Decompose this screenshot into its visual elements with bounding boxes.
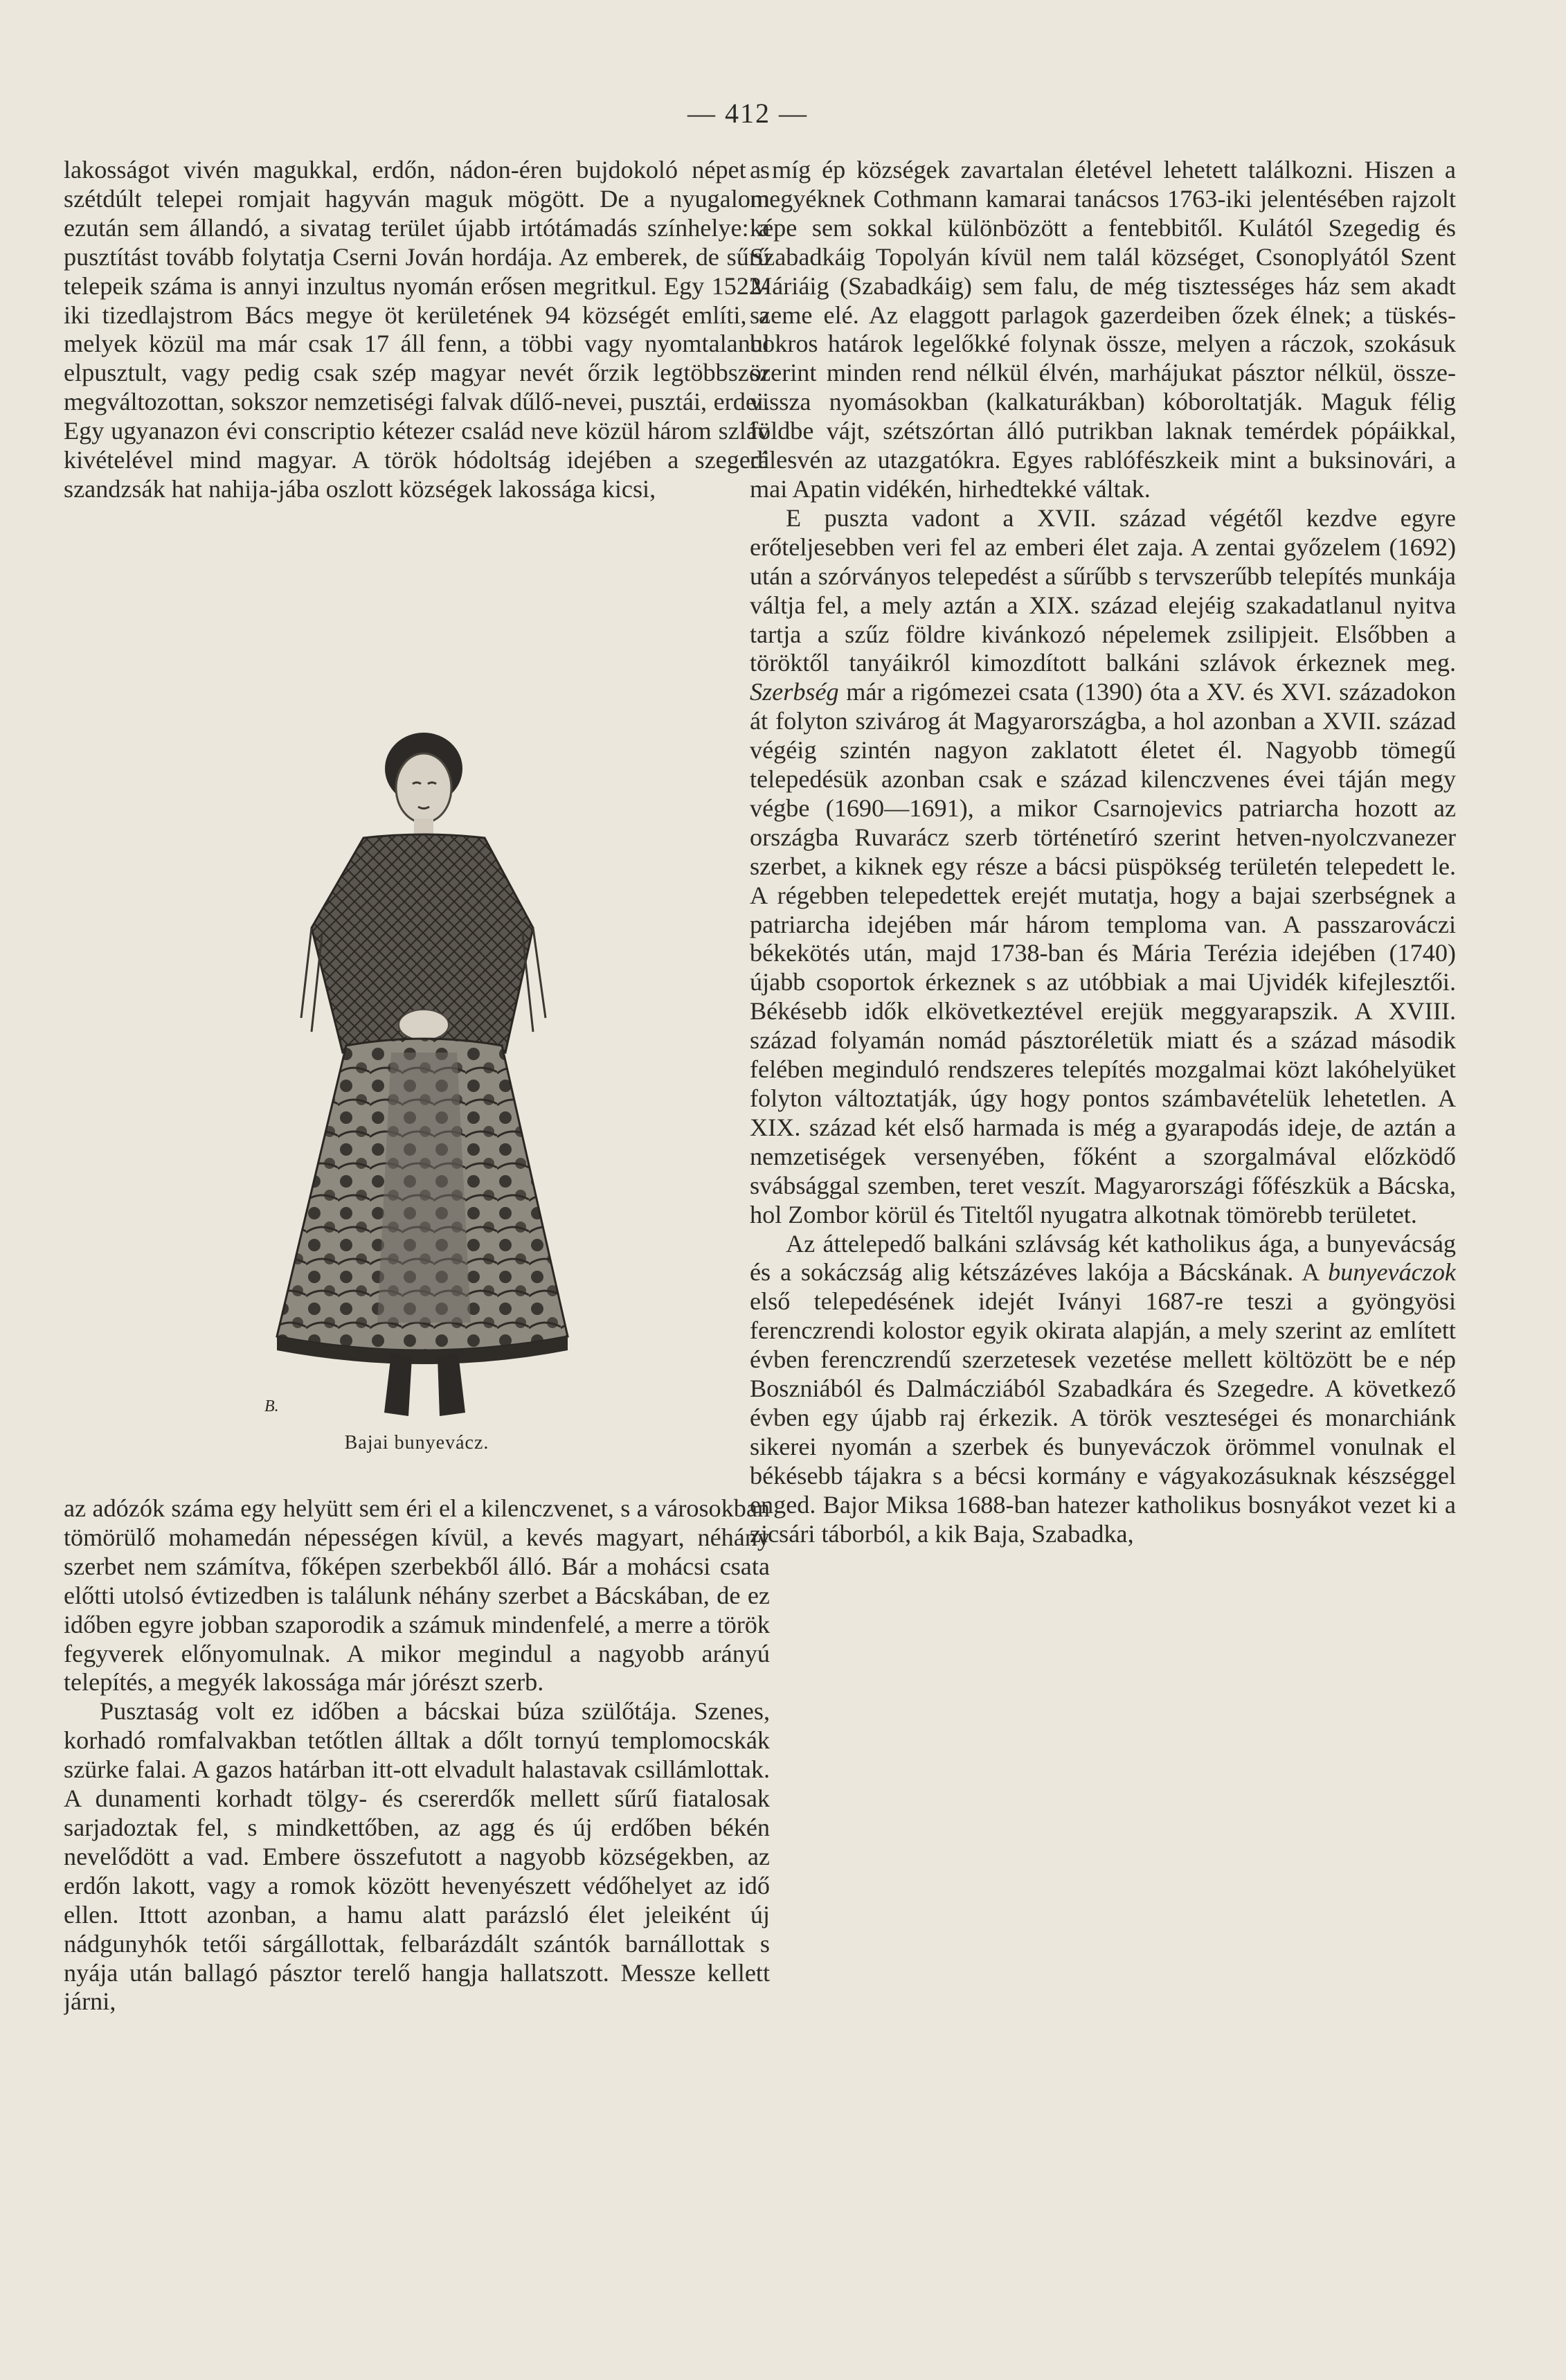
- illustration-bunyevac-woman: [242, 727, 602, 1426]
- page-number: — 412 —: [687, 98, 808, 129]
- left-column-top: [64, 156, 770, 689]
- illustration-caption: Bajai bunyevácz.: [344, 1432, 489, 1453]
- paragraph: Pusztaság volt ez időben a bácskai búza szülőtája. Szenes, korhadó romfalvakban tetőtlen álltak a dőlt tornyú templomocskák szürke falai. A gazos határban itt-ott elvadult halastavak csillámlottak. A dunamenti korhadt tölgy- és csererdők mellett sűrű fiatalosak sarjadoztak fel, s mindkettőben, az agg és új erdőben békén nevelődött a vad. Embere összefutott a nagyobb községekben, az erdőn lakott, vagy a romok között hevenyészett védőhelyet az idő ellen. Ittott azonban, a hamu alatt parázsló élet jeleiként új nádgunyhók tetői sárgállottak, felbarázdált szántók barnállottak s nyája után ballagó pásztor terelő hangja hallatszott. Messze kellett járni,: [64, 1697, 770, 2016]
- paragraph: az adózók száma egy helyütt sem éri el a kilenczvenet, s a városokban tömörülő mohamedán népességen kívül, a kevés magyart, néhány szerbet nem számítva, főképen szerbekből álló. Bár a mohácsi csata előtti utolsó évtizedben is találunk néhány szerbet a Bácskában, de ez időben egyre jobban szaporodik a számuk mindenfelé, a merre a török fegyverek előnyomulnak. A mikor megindul a nagyobb arányú telepítés, a megyék lakossága már jórészt szerb.: [64, 1494, 770, 1697]
- right-column: [750, 156, 1456, 2302]
- left-column-bottom: [64, 1494, 770, 2277]
- woman-figure-drawing: [242, 727, 602, 1426]
- paragraph: E puszta vadont a XVII. század végétől kezdve egyre erőteljesebben veri fel az emberi élet zaja. A zentai győzelem (1692) után a szórványos telepedést a sűrűbb s tervszerűbb telepítés munkája váltja fel, a mely aztán a XIX. század elejéig szakadatlanul nyitva tartja a szűz földre kivánkozó népelemek zsilipjeit. Elsőbben a töröktől tanyáikról kimozdított balkáni szlávok érkeznek meg. Szerbség már a rigómezei csata (1390) óta a XV. és XVI. századokon át folyton szivárog át Magyarországba, a hol azonban a XVII. század végéig szintén nagyon zaklatott életet él. Nagyobb tömegű telepedésük azonban csak e század kilenczvenes évei táján megy végbe (1690—1691), a mikor Csarnojevics patriarcha hozott az országba Ruvarácz szerb történetíró szerint hetven-nyolczvanezer szerbet, a kiknek egy része a bácsi püspökség területén telepedett le. A régebben telepedettek erejét mutatja, hogy a bajai szerbségnek a patriarcha idejében már három temploma van. A passzarováczi békekötés után, majd 1738-ban és Mária Terézia idejében (1740) újabb csoportok érkeznek s az utóbbiak a mai Ujvidék kifejlesztői. Békésebb idők elkövetkeztével erejük meggyarapszik. A XVIII. század folyamán nomád pásztoréletük miatt és a század második felében meginduló rendszeres telepítés mozgalmai közt lakóhelyüket folyton változtatják, úgy hogy pontos számbavételük lehetetlen. A XIX. század két első harmada is még a gyarapodás ideje, de aztán a nemzetiségek versenyében, főként a szorgalmával előzködő svábsággal szemben, teret veszít. Magyarországi főfészkük a Bácska, hol Zombor körül és Titeltől nyugatra alkotnak tömörebb területet.: [750, 503, 1456, 1228]
- italic-term: bunyeváczok: [1328, 1258, 1456, 1287]
- paragraph: lakosságot vivén magukkal, erdőn, nádon-éren bujdokoló népet s szétdúlt telepei romjait hagyván maguk mögött. De a nyugalom ezután sem állandó, a sivatag terület újabb irtótámadás színhelye: a pusztítást tovább folytatja Cserni Jován hordája. Az emberek, de sűrű telepeik száma is annyi inzultus nyomán erősen megritkul. Egy 1522-iki tizedlajstrom Bács megye öt kerületének 94 községét említi, a melyek közül ma már csak 17 áll fenn, a többi vagy nyomtalanul elpusztult, vagy pedig csak szép magyar nevét őrzik legtöbbször megváltozottan, sokszor nemzetiségi falvak dűlő-nevei, pusztái, erdei. Egy ugyanazon évi conscriptio kétezer család neve közül három szláv kivételével mind magyar. A török hódoltság idejében a szegedi szandzsák hat nahija-jába oszlott községek lakossága kicsi,: [64, 156, 770, 503]
- artist-signature: B.: [264, 1397, 279, 1415]
- paragraph: Az áttelepedő balkáni szlávság két katholikus ága, a bunyevácság és a sokáczság alig kétszázéves lakója a Bácskának. A bunyeváczok első telepedésének idejét Iványi 1687-re teszi a gyöngyösi ferenczrendi kolostor egyik okirata alapján, a mely szerint az említett évben ferenczrendű szerzetesek vezetése mellett költözött be e nép Boszniából és Dalmácziából Szabadkára és Szegedre. A következő évben egy újabb raj érkezik. A török veszteségei és monarchiánk sikerei nyomán a szerbek és bunyeváczok örömmel vonulnak el békésebb tájakra s a bécsi kormány e vágyakozásuknak készséggel enged. Bajor Miksa 1688-ban hatezer katholikus bosnyákot vezet ki a zicsári táborból, a kik Baja, Szabadka,: [750, 1229, 1456, 1548]
- paragraph: a míg ép községek zavartalan életével lehetett találkozni. Hiszen a megyéknek Cothmann kamarai tanácsos 1763-iki jelentésében rajzolt képe sem sokkal különbözött a fentebbitől. Kulától Szegedig és Szabadkáig Topolyán kívül nem talál községet, Csonoplyától Szent Máriáig (Szabadkáig) sem falu, de még tisztességes ház sem akadt szeme elé. Az elaggott parlagok gazerdeiben őzek élnek; a tüskés-bokros határok legelőkké folynak össze, melyen a ráczok, szokásuk szerint minden rend nélkül élvén, marhájukat pásztor nélkül, össze-vissza nyomásokban (kalkaturákban) kóboroltatják. Maguk félig földbe vájt, szétszórtan álló putrikban laknak temérdek pópáikkal, rálesvén az utazgatókra. Egyes rablófészkeik mint a buksinovári, a mai Apatin vidékén, hirhedtekké váltak.: [750, 156, 1456, 503]
- italic-term: Szerbség: [750, 678, 839, 706]
